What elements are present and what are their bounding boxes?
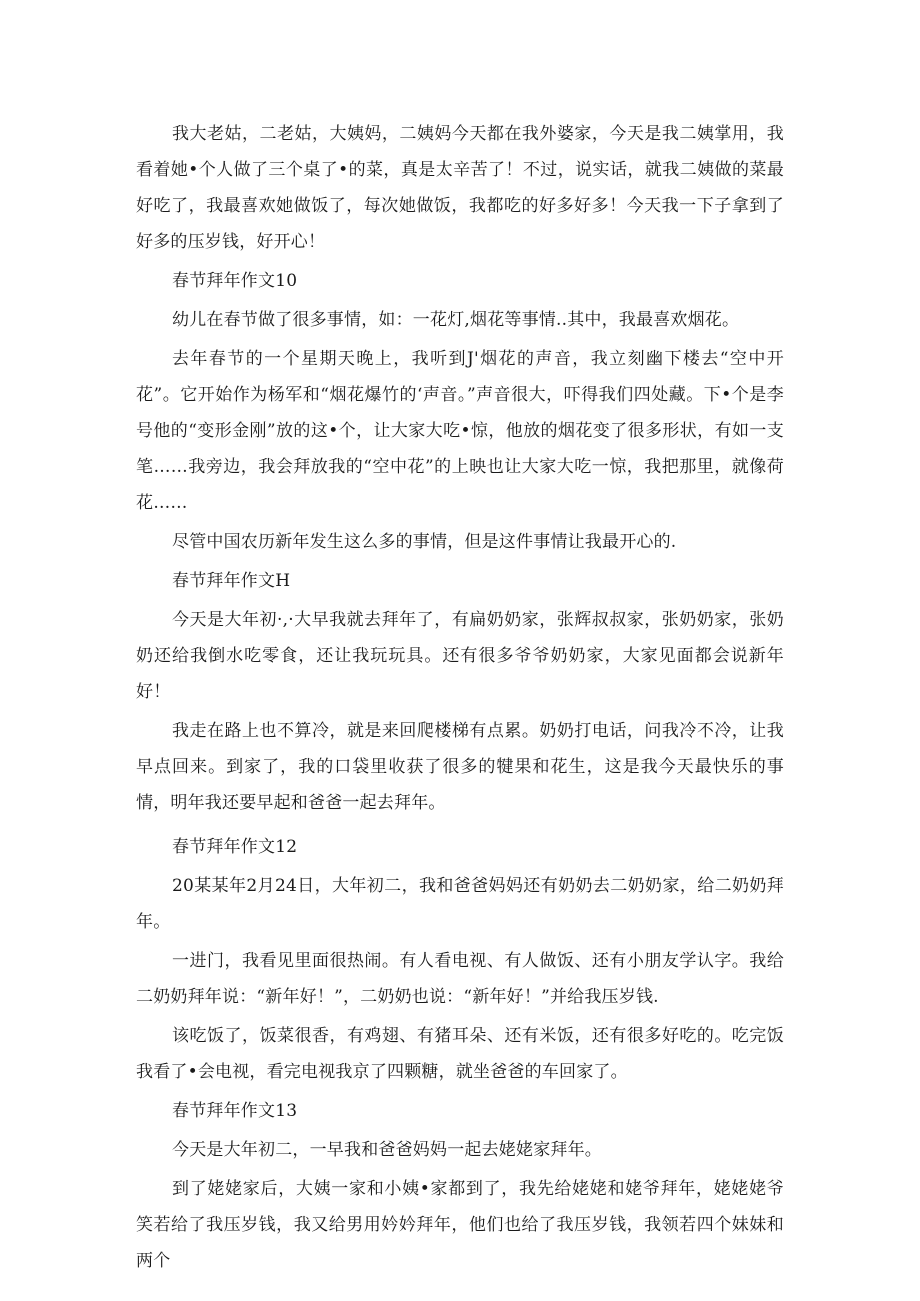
paragraph: 我大老姑，二老姑，大姨妈，二姨妈今天都在我外婆家，今天是我二姨掌用，我看着她•个人做了三个桌了•的菜，真是太辛苦了！不过，说实话，就我二姨做的菜最好吃了，我最喜欢她做饭了，每次她做饭，我都吃的好多好多！今天我一下子拿到了好多的压岁钱，好开心！ [136, 124, 784, 252]
paragraph: 幼儿在春节做了很多事情，如：一花灯,烟花等事情..其中，我最喜欢烟花。 [172, 310, 740, 330]
section-heading: 春节拜年作文H [172, 571, 291, 591]
paragraph: 该吃饭了，饭菜很香，有鸡翅、有猪耳朵、还有米饭，还有很多好吃的。吃完饭我看了•会电视，看完电视我京了四颗糖，就坐爸爸的车回家了。 [136, 1026, 784, 1082]
document-body [136, 116, 784, 1279]
paragraph: 20某某年2月24日，大年初二，我和爸爸妈妈还有奶奶去二奶奶家，给二奶奶拜年。 [136, 876, 784, 932]
section-heading: 春节拜年作文12 [172, 837, 298, 857]
paragraph: 尽管中国农历新年发生这么多的事情，但是这件事情让我最开心的. [172, 532, 677, 552]
paragraph: 我走在路上也不算冷，就是来回爬楼梯有点累。奶奶打电话，问我冷不冷，让我早点回来。到家了，我的口袋里收获了很多的犍果和花生，这是我今天最快乐的事情，明年我还要早起和爸爸一起去拜年。 [136, 721, 784, 813]
section-heading: 春节拜年作文13 [172, 1101, 298, 1121]
paragraph: 一进门，我看见里面很热闹。有人看电视、有人做饭、还有小朋友学认字。我给二奶奶拜年说：“新年好！”，二奶奶也说：“新年好！”并给我压岁钱. [136, 951, 784, 1007]
paragraph: 去年春节的一个星期天晚上，我听到J'烟花的声音，我立刻幽下楼去“空中开花”。它开始作为杨军和“烟花爆竹的‘声音。”声音很大，吓得我们四处藏。下•个是李号他的“变形金刚”放的这•个，让大家大吃•惊，他放的烟花变了很多形状，有如一支笔……我旁边，我会拜放我的“空中花”的上映也让大家大吃一惊，我把那里，就像荷花…… [136, 349, 784, 513]
section-heading: 春节拜年作文10 [172, 271, 298, 291]
paragraph: 今天是大年初·,·大早我就去拜年了，有扁奶奶家，张辉叔叔家，张奶奶家，张奶奶还给我倒水吃零食，还让我玩玩具。还有很多爷爷奶奶家，大家见面都会说新年好！ [136, 610, 784, 702]
paragraph: 到了姥姥家后，大姨一家和小姨•家都到了，我先给姥姥和姥爷拜年，姥姥姥爷笑若给了我压岁钱，我又给男用妗妗拜年，他们也给了我压岁钱，我领若四个妹妹和两个 [136, 1179, 784, 1271]
paragraph: 今天是大年初二，一早我和爸爸妈妈一起去姥姥家拜年。 [172, 1140, 602, 1160]
